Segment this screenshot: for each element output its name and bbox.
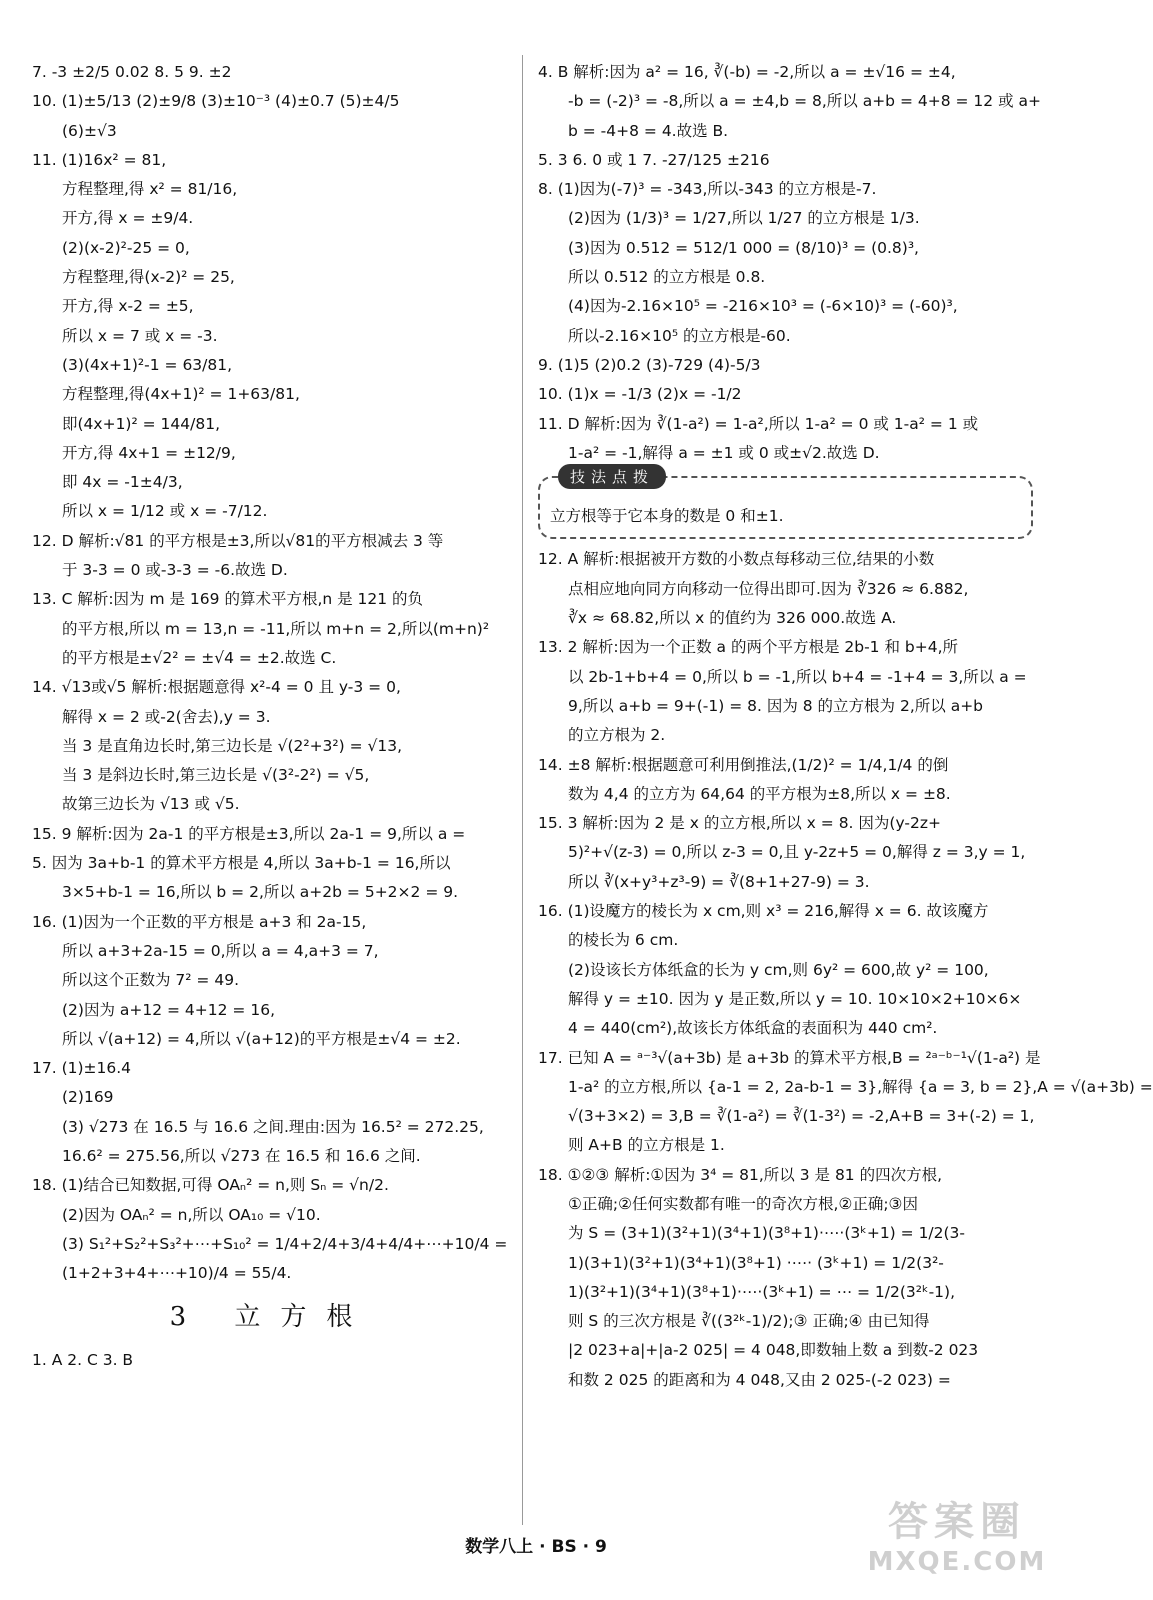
- answer-line: (3) √273 在 16.5 与 16.6 之间.理由:因为 16.5² = 272.25,: [62, 1117, 484, 1136]
- answer-line: b = -4+8 = 4.故选 B.: [568, 121, 729, 140]
- answer-line: 当 3 是斜边长时,第三边长是 √(3²-2²) = √5,: [62, 766, 370, 785]
- answer-line: 则 A+B 的立方根是 1.: [568, 1136, 725, 1155]
- answer-line: 16. (1)因为一个正数的平方根是 a+3 和 2a-15,: [32, 912, 367, 931]
- answer-line: 所以 √(a+12) = 4,所以 √(a+12)的平方根是±√4 = ±2.: [62, 1029, 461, 1048]
- answer-line: 解得 y = ±10. 因为 y 是正数,所以 y = 10. 10×10×2+10×6×: [568, 989, 1022, 1008]
- column-divider: [522, 55, 523, 1525]
- watermark-top: 答案圈: [888, 1499, 1026, 1545]
- answer-line: 11. (1)16x² = 81,: [32, 150, 167, 169]
- answer-line: 故第三边长为 √13 或 √5.: [62, 795, 240, 814]
- left-column: [32, 58, 510, 1376]
- answer-line: 即(4x+1)² = 144/81,: [62, 414, 220, 433]
- answer-line: (2)因为 a+12 = 4+12 = 16,: [62, 1000, 275, 1019]
- answer-line: (2)因为 (1/3)³ = 1/27,所以 1/27 的立方根是 1/3.: [568, 209, 920, 228]
- answer-line: 16.6² = 275.56,所以 √273 在 16.5 和 16.6 之间.: [62, 1146, 421, 1165]
- answer-line: 5)²+√(z-3) = 0,所以 z-3 = 0,且 y-2z+5 = 0,解得 z = 3,y = 1,: [568, 843, 1026, 862]
- answer-line: (2)169: [62, 1088, 114, 1107]
- answer-line: (2)(x-2)²-25 = 0,: [62, 238, 190, 257]
- answer-line: 12. D 解析:√81 的平方根是±3,所以√81的平方根减去 3 等: [32, 531, 444, 550]
- answer-line: 9. (1)5 (2)0.2 (3)-729 (4)-5/3: [538, 355, 761, 374]
- answer-line: 为 S = (3+1)(3²+1)(3⁴+1)(3⁸+1)·⋯·(3ᵏ+1) = 1/2(3-: [568, 1224, 966, 1243]
- answer-line: 解得 x = 2 或-2(舍去),y = 3.: [62, 707, 271, 726]
- answer-line: 数为 4,4 的立方为 64,64 的平方根为±8,所以 x = ±8.: [568, 784, 951, 803]
- answer-line: 14. √13或√5 解析:根据题意得 x²-4 = 0 且 y-3 = 0,: [32, 678, 401, 697]
- answer-line: 18. ①②③ 解析:①因为 3⁴ = 81,所以 3 是 81 的四次方根,: [538, 1165, 943, 1184]
- answer-line: 17. 已知 A = ᵃ⁻³√(a+3b) 是 a+3b 的算术平方根,B = ²ᵃ⁻ᵇ⁻¹√(1-a²) 是: [538, 1048, 1041, 1067]
- answer-line: (3)因为 0.512 = 512/1 000 = (8/10)³ = (0.8)³,: [568, 238, 919, 257]
- answer-line: 方程整理,得(4x+1)² = 1+63/81,: [62, 385, 300, 404]
- answer-line: 的立方根为 2.: [568, 726, 666, 745]
- answer-line: 1)(3²+1)(3⁴+1)(3⁸+1)·⋯·(3ᵏ+1) = ⋯ = 1/2(3²ᵏ-1),: [568, 1282, 956, 1301]
- answer-line: 于 3-3 = 0 或-3-3 = -6.故选 D.: [62, 561, 288, 580]
- answer-line: 开方,得 x-2 = ±5,: [62, 297, 194, 316]
- answer-line: 17. (1)±16.4: [32, 1059, 132, 1078]
- answer-line: (4)因为-2.16×10⁵ = -216×10³ = (-6×10)³ = (-60)³,: [568, 297, 958, 316]
- answer-line: 4 = 440(cm²),故该长方体纸盒的表面积为 440 cm².: [568, 1019, 938, 1038]
- answer-line: ①正确;②任何实数都有唯一的奇次方根,②正确;③因: [568, 1194, 918, 1213]
- answer-line: 的平方根是±√2² = ±√4 = ±2.故选 C.: [62, 648, 337, 667]
- answer-line: 1. A 2. C 3. B: [32, 1351, 134, 1370]
- answer-line: 则 S 的三次方根是 ∛((3²ᵏ-1)/2);③ 正确;④ 由已知得: [568, 1312, 930, 1331]
- answer-line: (3)(4x+1)²-1 = 63/81,: [62, 355, 233, 374]
- answer-line: 1-a² 的立方根,所以 {a-1 = 2, 2a-b-1 = 3},解得 {a = 3, b = 2},A = √(a+3b) =: [568, 1077, 1153, 1096]
- answer-line: 3×5+b-1 = 16,所以 b = 2,所以 a+2b = 5+2×2 = 9.: [62, 883, 459, 902]
- tip-box: [538, 468, 1033, 539]
- answer-line: 16. (1)设魔方的棱长为 x cm,则 x³ = 216,解得 x = 6. 故该魔方: [538, 902, 989, 921]
- answer-line: √(3+3×2) = 3,B = ∛(1-a²) = ∛(1-3²) = -2,A+B = 3+(-2) = 1,: [568, 1107, 1035, 1126]
- answer-line: 1-a² = -1,解得 a = ±1 或 0 或±√2.故选 D.: [568, 443, 880, 462]
- answer-line: 13. 2 解析:因为一个正数 a 的两个平方根是 2b-1 和 b+4,所: [538, 638, 958, 657]
- watermark-logo: [862, 1490, 1052, 1590]
- answer-line: 所以这个正数为 7² = 49.: [62, 971, 239, 990]
- answer-line: ∛x ≈ 68.82,所以 x 的值约为 326 000.故选 A.: [568, 609, 897, 628]
- answer-line: 10. (1)±5/13 (2)±9/8 (3)±10⁻³ (4)±0.7 (5)±4/5: [32, 92, 400, 111]
- answer-line: 11. D 解析:因为 ∛(1-a²) = 1-a²,所以 1-a² = 0 或 1-a² = 1 或: [538, 414, 979, 433]
- answer-line: 7. -3 ±2/5 0.02 8. 5 9. ±2: [32, 63, 232, 81]
- answer-line: 5. 因为 3a+b-1 的算术平方根是 4,所以 3a+b-1 = 16,所以: [32, 854, 451, 873]
- answer-line: 开方,得 4x+1 = ±12/9,: [62, 443, 236, 462]
- answer-line: 的平方根,所以 m = 13,n = -11,所以 m+n = 2,所以(m+n)²: [62, 619, 490, 638]
- answer-line: 所以 x = 7 或 x = -3.: [62, 326, 218, 345]
- answer-line: 以 2b-1+b+4 = 0,所以 b = -1,所以 b+4 = -1+4 = 3,所以 a =: [568, 667, 1027, 686]
- answer-line: 18. (1)结合已知数据,可得 OAₙ² = n,则 Sₙ = √n/2.: [32, 1176, 389, 1195]
- answer-line: 15. 9 解析:因为 2a-1 的平方根是±3,所以 2a-1 = 9,所以 a =: [32, 824, 466, 843]
- answer-line: -b = (-2)³ = -8,所以 a = ±4,b = 8,所以 a+b = 4+8 = 12 或 a+: [568, 92, 1041, 111]
- answer-line: 5. 3 6. 0 或 1 7. -27/125 ±216: [538, 150, 770, 169]
- section-title: 3 立方根: [169, 1302, 373, 1333]
- answer-line: 当 3 是直角边长时,第三边长是 √(2²+3²) = √13,: [62, 736, 403, 755]
- tip-text: 立方根等于它本身的数是 0 和±1.: [550, 507, 784, 526]
- answer-line: 12. A 解析:根据被开方数的小数点每移动三位,结果的小数: [538, 550, 935, 569]
- answer-line: 和数 2 025 的距离和为 4 048,又由 2 025-(-2 023) =: [568, 1370, 951, 1389]
- answer-line: (2)设该长方体纸盒的长为 y cm,则 6y² = 600,故 y² = 100,: [568, 960, 989, 979]
- watermark-bottom: MXQE.COM: [867, 1547, 1047, 1577]
- answer-line: 15. 3 解析:因为 2 是 x 的立方根,所以 x = 8. 因为(y-2z+: [538, 814, 941, 833]
- answer-line: 1)(3+1)(3²+1)(3⁴+1)(3⁸+1) ·⋯· (3ᵏ+1) = 1/2(3²-: [568, 1253, 944, 1272]
- answer-line: 4. B 解析:因为 a² = 16, ∛(-b) = -2,所以 a = ±√16 = ±4,: [538, 63, 956, 81]
- answer-line: 即 4x = -1±4/3,: [62, 473, 183, 492]
- answer-line: 13. C 解析:因为 m 是 169 的算术平方根,n 是 121 的负: [32, 590, 424, 609]
- answer-line: 所以 ∛(x+y³+z³-9) = ∛(8+1+27-9) = 3.: [568, 872, 870, 891]
- answer-line: 所以 0.512 的立方根是 0.8.: [568, 268, 766, 287]
- answer-line: 10. (1)x = -1/3 (2)x = -1/2: [538, 385, 742, 404]
- answer-line: 14. ±8 解析:根据题意可利用倒推法,(1/2)² = 1/4,1/4 的倒: [538, 755, 949, 774]
- answer-line: 方程整理,得 x² = 81/16,: [62, 180, 238, 199]
- answer-line: 所以-2.16×10⁵ 的立方根是-60.: [568, 326, 791, 345]
- answer-line: (2)因为 OAₙ² = n,所以 OA₁₀ = √10.: [62, 1205, 321, 1224]
- tip-label: 技法点拨: [558, 464, 666, 489]
- page-footer: 数学八上 · BS · 9: [465, 1537, 607, 1557]
- answer-line: 9,所以 a+b = 9+(-1) = 8. 因为 8 的立方根为 2,所以 a+b: [568, 696, 984, 715]
- answer-line: 点相应地向同方向移动一位得出即可.因为 ∛326 ≈ 6.882,: [568, 579, 969, 598]
- answer-line: |2 023+a|+|a-2 025| = 4 048,即数轴上数 a 到数-2 023: [568, 1341, 979, 1360]
- right-column: [538, 58, 1153, 1395]
- answer-line: 开方,得 x = ±9/4.: [62, 209, 194, 228]
- answer-line: 方程整理,得(x-2)² = 25,: [62, 268, 235, 287]
- answer-line: 所以 x = 1/12 或 x = -7/12.: [62, 502, 268, 521]
- answer-line: (6)±√3: [62, 121, 117, 140]
- answer-line: 8. (1)因为(-7)³ = -343,所以-343 的立方根是-7.: [538, 180, 877, 199]
- answer-line: (3) S₁²+S₂²+S₃²+⋯+S₁₀² = 1/4+2/4+3/4+4/4+⋯+10/4 =: [62, 1234, 508, 1253]
- answer-line: (1+2+3+4+⋯+10)/4 = 55/4.: [62, 1264, 292, 1283]
- answer-line: 所以 a+3+2a-15 = 0,所以 a = 4,a+3 = 7,: [62, 941, 379, 960]
- answer-line: 的棱长为 6 cm.: [568, 931, 679, 950]
